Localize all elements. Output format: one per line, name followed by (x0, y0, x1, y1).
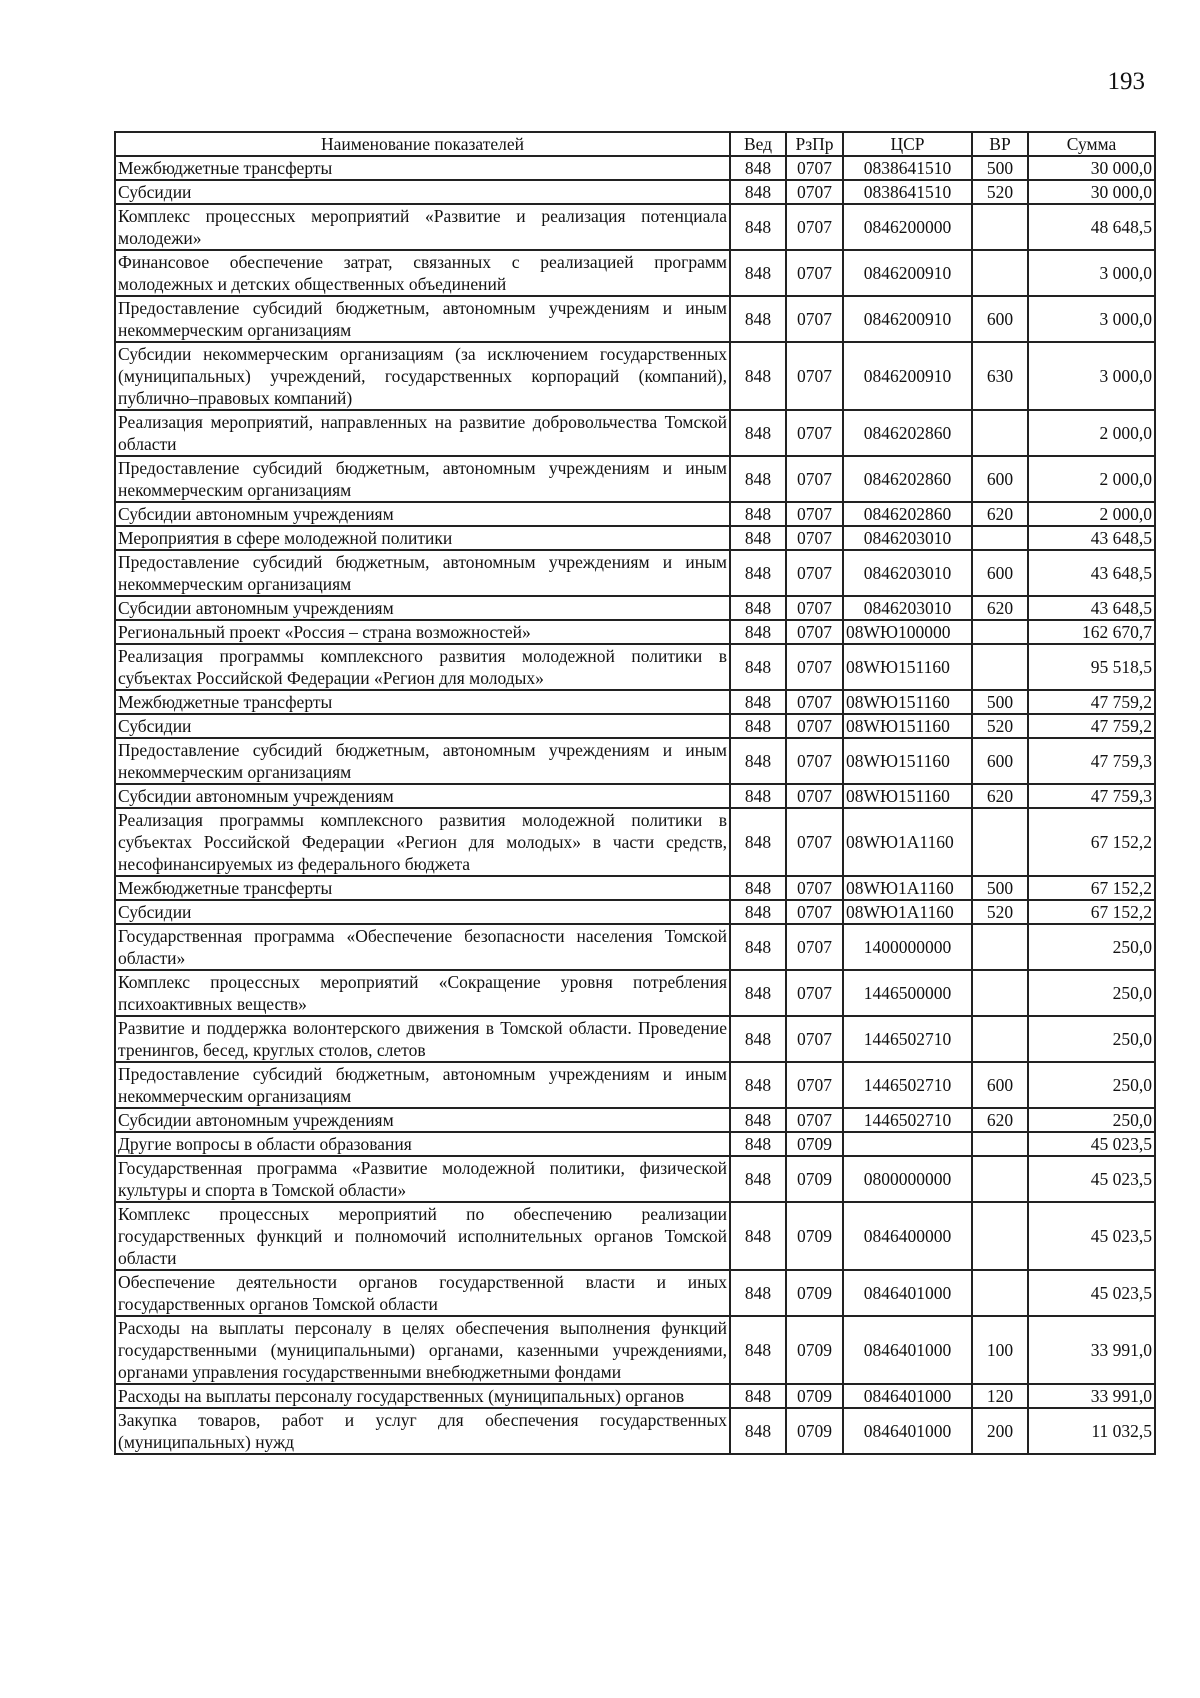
row-rzpr: 0707 (786, 456, 843, 502)
row-ved: 848 (730, 180, 786, 204)
row-vr: 620 (972, 1108, 1028, 1132)
row-rzpr: 0707 (786, 924, 843, 970)
row-ved: 848 (730, 620, 786, 644)
row-rzpr: 0707 (786, 784, 843, 808)
table-row (115, 296, 1155, 342)
row-csr: 08WЮ1A1160 (843, 876, 972, 900)
row-name: Межбюджетные трансферты (115, 156, 730, 180)
row-ved: 848 (730, 690, 786, 714)
table-body (115, 156, 1155, 1454)
budget-table (114, 131, 1156, 1455)
row-vr (972, 1016, 1028, 1062)
row-csr: 0846401000 (843, 1408, 972, 1454)
header-csr: ЦСР (843, 132, 972, 156)
row-vr: 500 (972, 690, 1028, 714)
row-vr (972, 250, 1028, 296)
row-sum: 95 518,5 (1028, 644, 1155, 690)
row-rzpr: 0707 (786, 250, 843, 296)
row-sum: 67 152,2 (1028, 808, 1155, 876)
row-csr: 0800000000 (843, 1156, 972, 1202)
row-ved: 848 (730, 714, 786, 738)
row-sum: 250,0 (1028, 924, 1155, 970)
row-name: Региональный проект «Россия – страна возможностей» (115, 620, 730, 644)
row-name: Предоставление субсидий бюджетным, автономным учреждениям и иным некоммерческим организациям (115, 1062, 730, 1108)
row-ved: 848 (730, 156, 786, 180)
row-csr: 08WЮ151160 (843, 784, 972, 808)
table-row (115, 1270, 1155, 1316)
row-csr: 0846401000 (843, 1270, 972, 1316)
row-csr: 1446500000 (843, 970, 972, 1016)
row-rzpr: 0707 (786, 1062, 843, 1108)
row-vr: 500 (972, 156, 1028, 180)
row-rzpr: 0709 (786, 1202, 843, 1270)
row-rzpr: 0707 (786, 342, 843, 410)
table-row (115, 1016, 1155, 1062)
row-sum: 67 152,2 (1028, 876, 1155, 900)
row-sum: 48 648,5 (1028, 204, 1155, 250)
row-name: Обеспечение деятельности органов государственной власти и иных государственных органов Томской области (115, 1270, 730, 1316)
row-name: Мероприятия в сфере молодежной политики (115, 526, 730, 550)
row-name: Развитие и поддержка волонтерского движения в Томской области. Проведение тренингов, бесед, круглых столов, слетов (115, 1016, 730, 1062)
row-csr: 08WЮ151160 (843, 644, 972, 690)
header-vr: ВР (972, 132, 1028, 156)
row-ved: 848 (730, 808, 786, 876)
row-csr: 08WЮ151160 (843, 690, 972, 714)
row-name: Субсидии (115, 714, 730, 738)
row-csr: 0846200910 (843, 342, 972, 410)
row-vr (972, 808, 1028, 876)
row-ved: 848 (730, 342, 786, 410)
row-csr: 08WЮ1A1160 (843, 900, 972, 924)
row-sum: 3 000,0 (1028, 342, 1155, 410)
row-name: Государственная программа «Обеспечение безопасности населения Томской области» (115, 924, 730, 970)
row-ved: 848 (730, 784, 786, 808)
row-rzpr: 0707 (786, 1108, 843, 1132)
row-vr (972, 526, 1028, 550)
row-rzpr: 0707 (786, 714, 843, 738)
header-ved: Вед (730, 132, 786, 156)
row-sum: 45 023,5 (1028, 1156, 1155, 1202)
row-csr: 08WЮ151160 (843, 714, 972, 738)
row-ved: 848 (730, 1062, 786, 1108)
row-rzpr: 0707 (786, 644, 843, 690)
table-row (115, 808, 1155, 876)
row-sum: 162 670,7 (1028, 620, 1155, 644)
row-vr (972, 204, 1028, 250)
row-rzpr: 0707 (786, 738, 843, 784)
row-vr: 600 (972, 296, 1028, 342)
row-rzpr: 0707 (786, 296, 843, 342)
row-csr: 1446502710 (843, 1062, 972, 1108)
row-name: Межбюджетные трансферты (115, 690, 730, 714)
row-vr: 620 (972, 502, 1028, 526)
row-rzpr: 0707 (786, 620, 843, 644)
row-csr: 0838641510 (843, 156, 972, 180)
table-row (115, 644, 1155, 690)
row-sum: 250,0 (1028, 1062, 1155, 1108)
header-sum: Сумма (1028, 132, 1155, 156)
row-vr: 520 (972, 180, 1028, 204)
row-name: Межбюджетные трансферты (115, 876, 730, 900)
row-vr: 620 (972, 784, 1028, 808)
row-vr (972, 1202, 1028, 1270)
row-sum: 11 032,5 (1028, 1408, 1155, 1454)
row-vr: 100 (972, 1316, 1028, 1384)
row-rzpr: 0707 (786, 550, 843, 596)
row-vr (972, 620, 1028, 644)
row-rzpr: 0707 (786, 410, 843, 456)
row-ved: 848 (730, 550, 786, 596)
row-vr: 120 (972, 1384, 1028, 1408)
row-csr: 0846203010 (843, 596, 972, 620)
header-name: Наименование показателей (115, 132, 730, 156)
row-csr: 1446502710 (843, 1108, 972, 1132)
row-sum: 33 991,0 (1028, 1384, 1155, 1408)
table-row (115, 1202, 1155, 1270)
row-rzpr: 0707 (786, 900, 843, 924)
row-sum: 2 000,0 (1028, 410, 1155, 456)
row-vr: 600 (972, 550, 1028, 596)
row-vr (972, 970, 1028, 1016)
row-name: Закупка товаров, работ и услуг для обеспечения государственных (муниципальных) нужд (115, 1408, 730, 1454)
table-row (115, 738, 1155, 784)
table-row (115, 690, 1155, 714)
row-ved: 848 (730, 456, 786, 502)
row-name: Реализация программы комплексного развития молодежной политики в субъектах Российской Федерации «Регион для молодых» (115, 644, 730, 690)
table-row (115, 526, 1155, 550)
row-ved: 848 (730, 410, 786, 456)
row-name: Субсидии автономным учреждениям (115, 1108, 730, 1132)
table-row (115, 714, 1155, 738)
row-sum: 47 759,3 (1028, 738, 1155, 784)
table-row (115, 250, 1155, 296)
row-ved: 848 (730, 924, 786, 970)
row-name: Предоставление субсидий бюджетным, автономным учреждениям и иным некоммерческим организациям (115, 456, 730, 502)
table-row (115, 924, 1155, 970)
row-rzpr: 0707 (786, 596, 843, 620)
header-rzpr: РзПр (786, 132, 843, 156)
row-csr: 1446502710 (843, 1016, 972, 1062)
row-name: Субсидии некоммерческим организациям (за исключением государственных (муниципальных) учреждений, государственных корпораций (компаний), публично–правовых компаний) (115, 342, 730, 410)
page-number: 193 (1107, 68, 1145, 95)
table-row (115, 1132, 1155, 1156)
row-rzpr: 0707 (786, 1016, 843, 1062)
table-row (115, 876, 1155, 900)
table-row (115, 456, 1155, 502)
row-csr: 0846200910 (843, 250, 972, 296)
row-ved: 848 (730, 596, 786, 620)
row-name: Другие вопросы в области образования (115, 1132, 730, 1156)
row-sum: 47 759,2 (1028, 690, 1155, 714)
row-ved: 848 (730, 526, 786, 550)
row-csr: 0846401000 (843, 1384, 972, 1408)
row-csr: 0846202860 (843, 502, 972, 526)
table-row (115, 1156, 1155, 1202)
row-vr (972, 1156, 1028, 1202)
row-ved: 848 (730, 970, 786, 1016)
row-ved: 848 (730, 1316, 786, 1384)
row-rzpr: 0709 (786, 1132, 843, 1156)
row-sum: 45 023,5 (1028, 1132, 1155, 1156)
row-rzpr: 0707 (786, 690, 843, 714)
table-row (115, 596, 1155, 620)
row-csr: 08WЮ1A1160 (843, 808, 972, 876)
row-name: Финансовое обеспечение затрат, связанных с реализацией программ молодежных и детских общественных объединений (115, 250, 730, 296)
row-name: Предоставление субсидий бюджетным, автономным учреждениям и иным некоммерческим организациям (115, 550, 730, 596)
table-row (115, 342, 1155, 410)
row-rzpr: 0707 (786, 970, 843, 1016)
table-row (115, 784, 1155, 808)
row-sum: 47 759,3 (1028, 784, 1155, 808)
row-name: Государственная программа «Развитие молодежной политики, физической культуры и спорта в Томской области» (115, 1156, 730, 1202)
row-name: Субсидии (115, 900, 730, 924)
row-name: Субсидии автономным учреждениям (115, 784, 730, 808)
row-csr: 0846203010 (843, 550, 972, 596)
row-name: Субсидии автономным учреждениям (115, 596, 730, 620)
row-csr: 08WЮ151160 (843, 738, 972, 784)
row-sum: 2 000,0 (1028, 456, 1155, 502)
row-vr (972, 410, 1028, 456)
table-row (115, 970, 1155, 1016)
row-csr: 1400000000 (843, 924, 972, 970)
row-sum: 250,0 (1028, 970, 1155, 1016)
row-vr: 600 (972, 738, 1028, 784)
row-vr: 200 (972, 1408, 1028, 1454)
row-rzpr: 0707 (786, 876, 843, 900)
row-ved: 848 (730, 1384, 786, 1408)
row-rzpr: 0709 (786, 1156, 843, 1202)
row-rzpr: 0707 (786, 204, 843, 250)
row-vr: 600 (972, 1062, 1028, 1108)
table-row (115, 900, 1155, 924)
row-ved: 848 (730, 1108, 786, 1132)
table-header-row (115, 132, 1155, 156)
row-vr: 630 (972, 342, 1028, 410)
table-row (115, 156, 1155, 180)
row-rzpr: 0707 (786, 156, 843, 180)
row-ved: 848 (730, 1156, 786, 1202)
row-name: Предоставление субсидий бюджетным, автономным учреждениям и иным некоммерческим организациям (115, 738, 730, 784)
row-sum: 45 023,5 (1028, 1202, 1155, 1270)
row-ved: 848 (730, 1270, 786, 1316)
row-csr: 0838641510 (843, 180, 972, 204)
row-sum: 30 000,0 (1028, 180, 1155, 204)
row-name: Комплекс процессных мероприятий «Развитие и реализация потенциала молодежи» (115, 204, 730, 250)
row-sum: 33 991,0 (1028, 1316, 1155, 1384)
row-ved: 848 (730, 1202, 786, 1270)
row-rzpr: 0707 (786, 808, 843, 876)
row-ved: 848 (730, 1408, 786, 1454)
row-name: Предоставление субсидий бюджетным, автономным учреждениям и иным некоммерческим организациям (115, 296, 730, 342)
row-rzpr: 0709 (786, 1270, 843, 1316)
row-sum: 250,0 (1028, 1016, 1155, 1062)
row-name: Реализация программы комплексного развития молодежной политики в субъектах Российской Федерации «Регион для молодых» в части средств, несофинансируемых из федерального бюджета (115, 808, 730, 876)
row-name: Реализация мероприятий, направленных на развитие добровольчества Томской области (115, 410, 730, 456)
table-row (115, 204, 1155, 250)
table-row (115, 502, 1155, 526)
row-ved: 848 (730, 250, 786, 296)
row-vr: 520 (972, 900, 1028, 924)
row-sum: 47 759,2 (1028, 714, 1155, 738)
row-ved: 848 (730, 204, 786, 250)
row-rzpr: 0707 (786, 526, 843, 550)
row-sum: 43 648,5 (1028, 596, 1155, 620)
row-ved: 848 (730, 1016, 786, 1062)
row-ved: 848 (730, 502, 786, 526)
row-vr (972, 1270, 1028, 1316)
row-csr: 0846202860 (843, 456, 972, 502)
row-sum: 30 000,0 (1028, 156, 1155, 180)
table-row (115, 180, 1155, 204)
row-csr: 0846401000 (843, 1316, 972, 1384)
row-sum: 3 000,0 (1028, 296, 1155, 342)
row-name: Комплекс процессных мероприятий по обеспечению реализации государственных функций и полномочий исполнительных органов Томской области (115, 1202, 730, 1270)
row-rzpr: 0707 (786, 180, 843, 204)
row-rzpr: 0709 (786, 1316, 843, 1384)
row-csr: 0846202860 (843, 410, 972, 456)
row-sum: 250,0 (1028, 1108, 1155, 1132)
row-ved: 848 (730, 1132, 786, 1156)
row-rzpr: 0709 (786, 1408, 843, 1454)
row-name: Субсидии (115, 180, 730, 204)
row-vr: 520 (972, 714, 1028, 738)
row-rzpr: 0707 (786, 502, 843, 526)
row-sum: 2 000,0 (1028, 502, 1155, 526)
table-row (115, 1384, 1155, 1408)
table-row (115, 1408, 1155, 1454)
row-vr: 600 (972, 456, 1028, 502)
row-csr: 0846200000 (843, 204, 972, 250)
row-sum: 43 648,5 (1028, 550, 1155, 596)
row-sum: 45 023,5 (1028, 1270, 1155, 1316)
row-sum: 43 648,5 (1028, 526, 1155, 550)
row-name: Расходы на выплаты персоналу в целях обеспечения выполнения функций государственными (муниципальными) органами, казенными учреждениями, органами управления государственными внебюджетными фондами (115, 1316, 730, 1384)
table-row (115, 1062, 1155, 1108)
row-vr (972, 1132, 1028, 1156)
row-ved: 848 (730, 900, 786, 924)
row-rzpr: 0709 (786, 1384, 843, 1408)
row-csr: 0846200910 (843, 296, 972, 342)
row-vr (972, 644, 1028, 690)
row-vr (972, 924, 1028, 970)
row-csr: 08WЮ100000 (843, 620, 972, 644)
table-row (115, 410, 1155, 456)
row-ved: 848 (730, 644, 786, 690)
row-vr: 500 (972, 876, 1028, 900)
row-csr (843, 1132, 972, 1156)
row-sum: 67 152,2 (1028, 900, 1155, 924)
row-name: Комплекс процессных мероприятий «Сокращение уровня потребления психоактивных веществ» (115, 970, 730, 1016)
row-sum: 3 000,0 (1028, 250, 1155, 296)
row-name: Субсидии автономным учреждениям (115, 502, 730, 526)
row-ved: 848 (730, 296, 786, 342)
row-vr: 620 (972, 596, 1028, 620)
table-row (115, 550, 1155, 596)
table-row (115, 620, 1155, 644)
row-csr: 0846400000 (843, 1202, 972, 1270)
table-row (115, 1316, 1155, 1384)
row-ved: 848 (730, 876, 786, 900)
table-row (115, 1108, 1155, 1132)
row-ved: 848 (730, 738, 786, 784)
row-csr: 0846203010 (843, 526, 972, 550)
row-name: Расходы на выплаты персоналу государственных (муниципальных) органов (115, 1384, 730, 1408)
